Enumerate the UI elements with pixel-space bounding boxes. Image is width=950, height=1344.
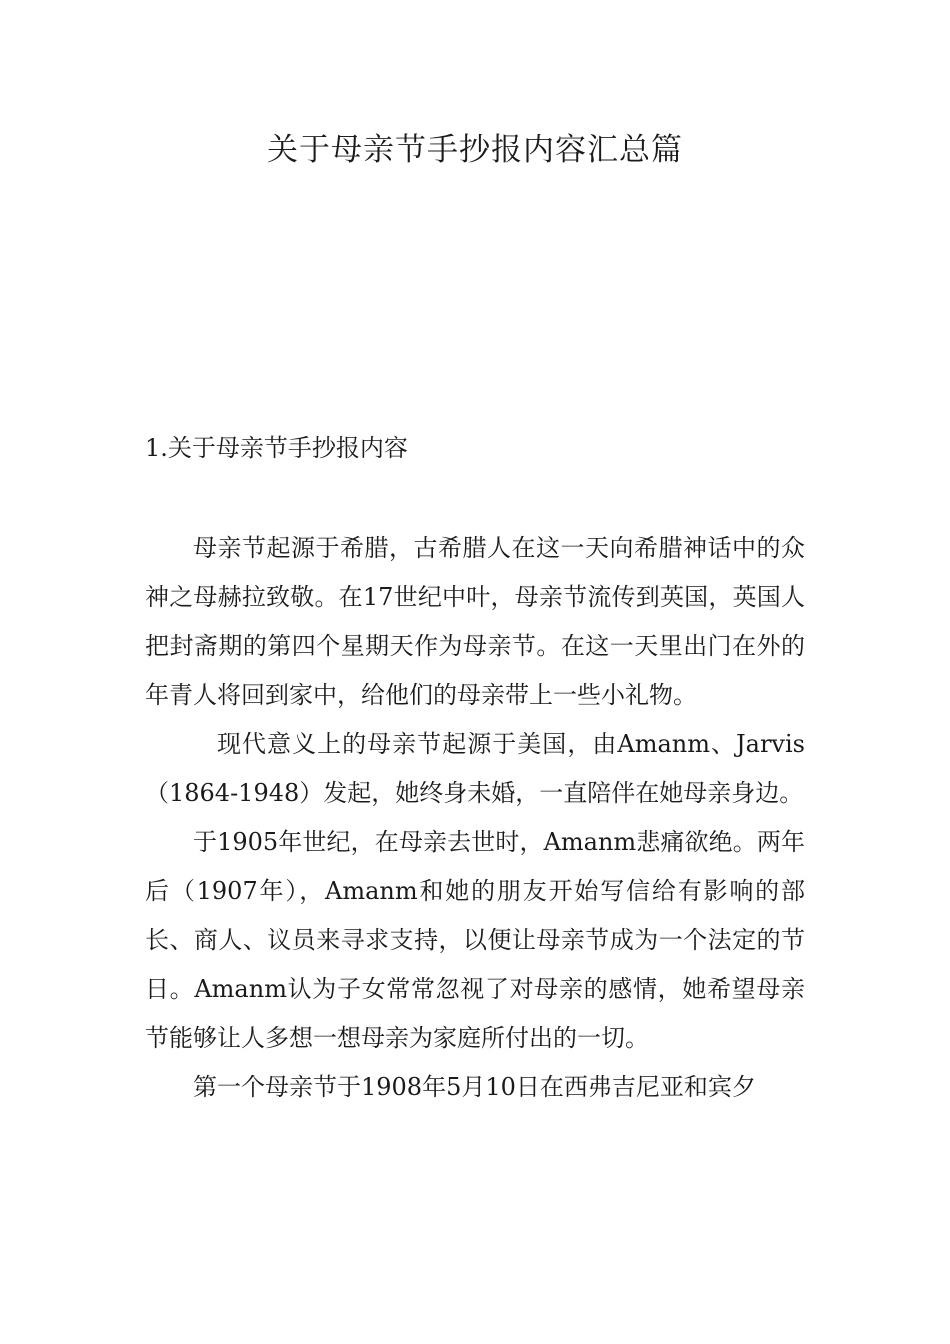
paragraph-modern-origin: 现代意义上的母亲节起源于美国，由Amanm、Jarvis（1864-1948）发起，她终身未婚，一直陪伴在她母亲身边。 xyxy=(145,730,805,807)
document-title: 关于母亲节手抄报内容汇总篇 xyxy=(267,132,683,168)
paragraph-first-mothers-day: 第一个母亲节于1908年5月10日在西弗吉尼亚和宾夕 xyxy=(193,1073,756,1101)
document-body xyxy=(145,524,805,1112)
paragraph-amanm-campaign: 于1905年世纪，在母亲去世时，Amanm悲痛欲绝。两年后（1907年），Amanm和她的朋友开始写信给有影响的部长、商人、议员来寻求支持，以便让母亲节成为一个法定的节日。Amanm认为子女常常忽视了对母亲的感情，她希望母亲节能够让人多想一想母亲为家庭所付出的一切。 xyxy=(145,828,805,1052)
paragraph-origin-greece: 母亲节起源于希腊，古希腊人在这一天向希腊神话中的众神之母赫拉致敬。在17世纪中叶，母亲节流传到英国，英国人把封斋期的第四个星期天作为母亲节。在这一天里出门在外的年青人将回到家中，给他们的母亲带上一些小礼物。 xyxy=(145,534,805,709)
section-heading: 1.关于母亲节手抄报内容 xyxy=(145,434,408,462)
